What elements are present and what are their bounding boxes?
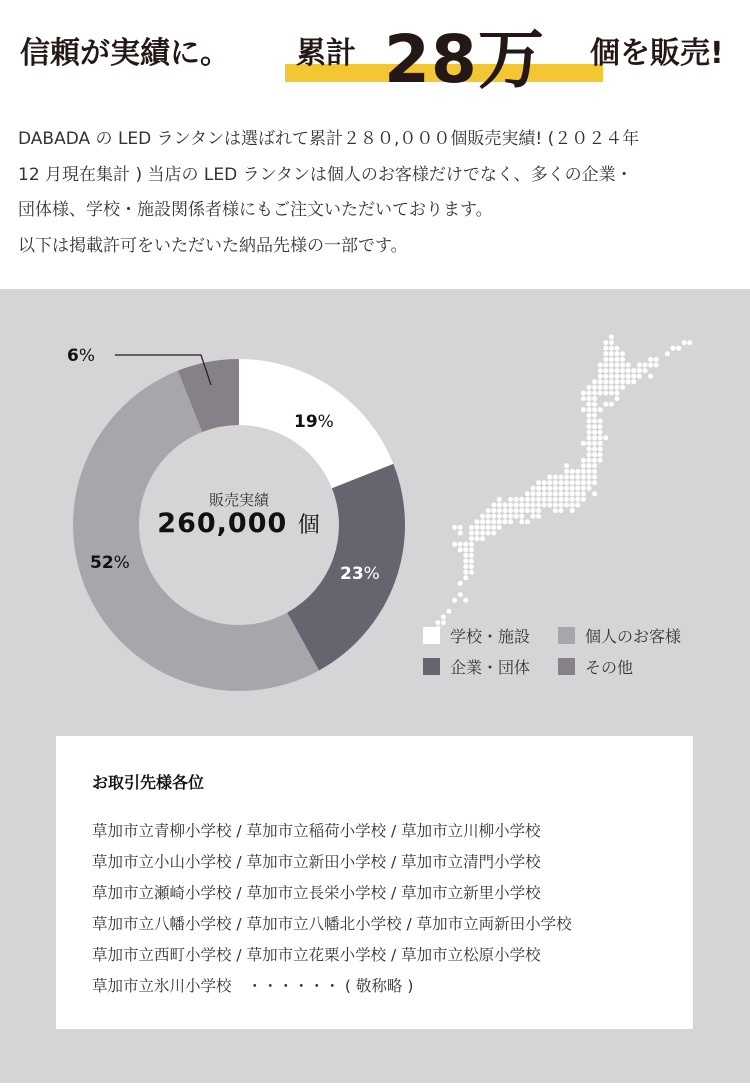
- intro-text: [18, 122, 738, 264]
- customer-line: 草加市立氷川小学校 ・・・・・・ ( 敬称略 ): [92, 977, 414, 995]
- donut-chart: [0, 289, 750, 729]
- headline: [0, 0, 750, 100]
- legend-label: 個人のお客様: [585, 627, 682, 646]
- slice-label-individuals: 52%: [90, 553, 130, 573]
- intro-line: 以下は掲載許可をいただいた納品先様の一部です。: [18, 235, 408, 256]
- intro-line: 団体様、学校・施設関係者様にもご注文いただいております。: [18, 200, 493, 220]
- donut-center-title: 販売実績: [208, 491, 269, 509]
- legend-label: 企業・団体: [450, 658, 531, 677]
- customer-list-title: お取引先様各位: [92, 773, 205, 792]
- headline-part1: 信頼が実績に。: [20, 36, 230, 71]
- customer-list-box: [56, 736, 693, 1029]
- legend-swatch: [423, 627, 440, 644]
- customer-line: 草加市立青柳小学校 / 草加市立稲荷小学校 / 草加市立川柳小学校: [92, 822, 541, 840]
- customer-line: 草加市立八幡小学校 / 草加市立八幡北小学校 / 草加市立両新田小学校: [92, 915, 572, 933]
- legend-swatch: [558, 658, 575, 675]
- legend-swatch: [423, 658, 440, 675]
- headline-part2: 累計: [296, 36, 356, 71]
- slice-label-schools: 19%: [294, 412, 334, 432]
- slice-label-other: 6%: [67, 346, 95, 366]
- legend-item-schools: [423, 624, 530, 647]
- donut-center-value: 260,000 個: [157, 508, 321, 539]
- legend-item-companies: [423, 655, 530, 678]
- legend-swatch: [558, 627, 575, 644]
- customer-line: 草加市立小山小学校 / 草加市立新田小学校 / 草加市立清門小学校: [92, 853, 541, 871]
- legend-item-individuals: [558, 624, 681, 647]
- slice-label-companies: 23%: [340, 564, 380, 584]
- customer-list: [92, 816, 572, 1002]
- legend-label: その他: [585, 658, 634, 677]
- headline-part3: 個を販売!: [590, 36, 724, 71]
- customer-line: 草加市立瀬崎小学校 / 草加市立長栄小学校 / 草加市立新里小学校: [92, 884, 541, 902]
- intro-line: 12 月現在集計 ) 当店の LED ランタンは個人のお客様だけでなく、多くの企業・: [18, 164, 633, 185]
- customer-line: 草加市立西町小学校 / 草加市立花栗小学校 / 草加市立松原小学校: [92, 946, 541, 964]
- legend-item-other: [558, 655, 633, 678]
- intro-line: DABADA の LED ランタンは選ばれて累計２８０,０００個販売実績! (２０２４年: [18, 129, 640, 149]
- legend-label: 学校・施設: [450, 627, 531, 646]
- headline-number: 28万: [384, 21, 545, 98]
